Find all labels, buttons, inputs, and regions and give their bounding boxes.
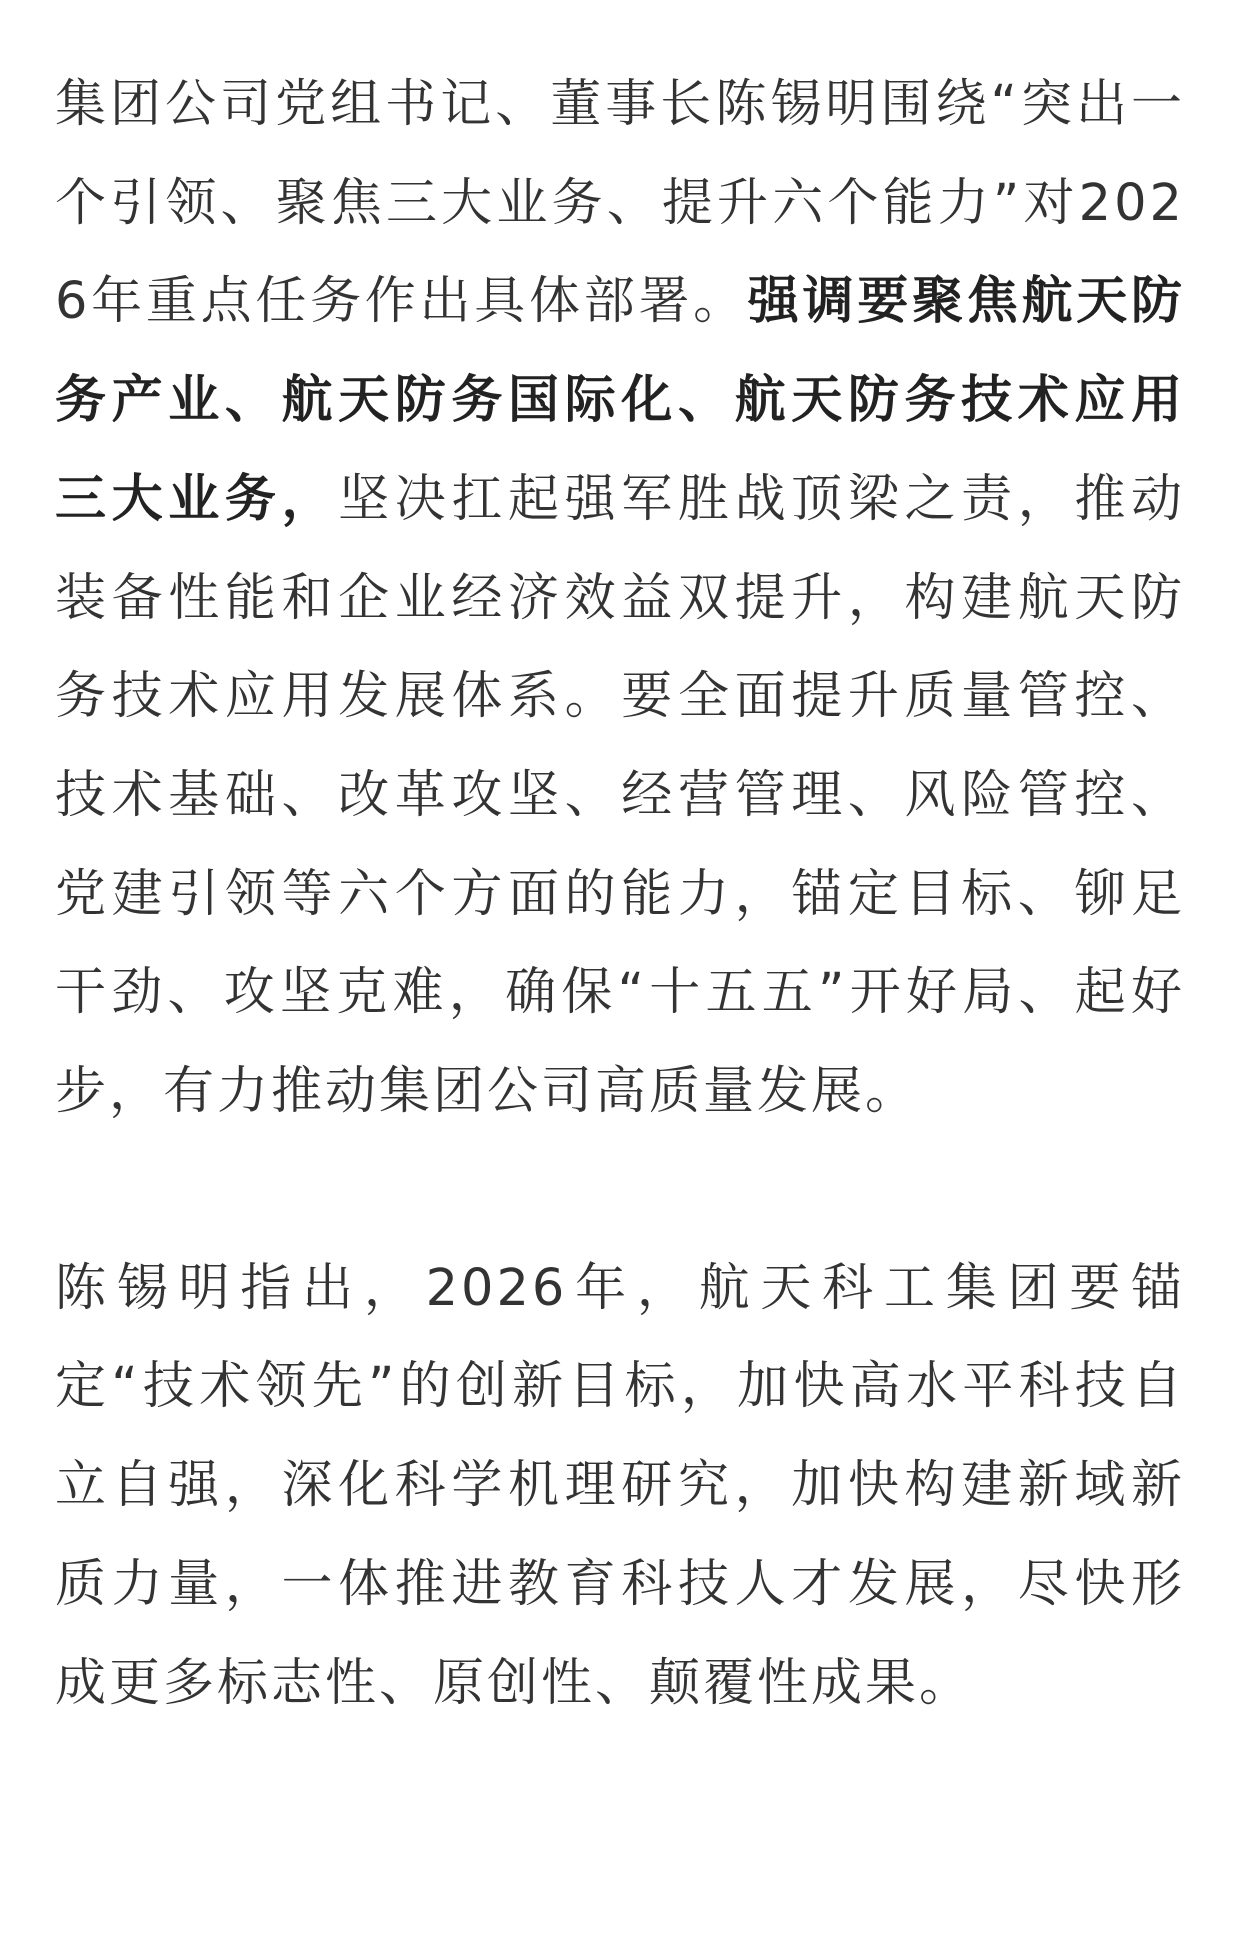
paragraph-1-text: 集团公司党组书记、董事长陈锡明围绕“突出一个引领、聚焦三大业务、提升六个能力”对2026年重点任务作出具体部署。 (55, 75, 1185, 332)
paragraph-1-bold-emphasis: 强调要聚焦航天防务产业、航天防务国际化、航天防务技术应用三大业务， (55, 272, 1185, 529)
article-body (55, 56, 1185, 1733)
paragraph-task-deployment (55, 56, 1185, 1142)
paragraph-2-text: 陈锡明指出，2026年，航天科工集团要锚定“技术领先”的创新目标，加快高水平科技自立自强，深化科学机理研究，加快构建新域新质力量，一体推进教育科技人才发展，尽快形成更多标志性、原创性、颠覆性成果。 (55, 1258, 1185, 1713)
paragraph-1-text-continued: 坚决扛起强军胜战顶梁之责，推动装备性能和企业经济效益双提升，构建航天防务技术应用发展体系。要全面提升质量管控、技术基础、改革攻坚、经营管理、风险管控、党建引领等六个方面的能力，锚定目标、铆足干劲、攻坚克难，确保“十五五”开好局、起好步，有力推动集团公司高质量发展。 (55, 469, 1185, 1122)
paragraph-innovation-goal (55, 1240, 1185, 1734)
